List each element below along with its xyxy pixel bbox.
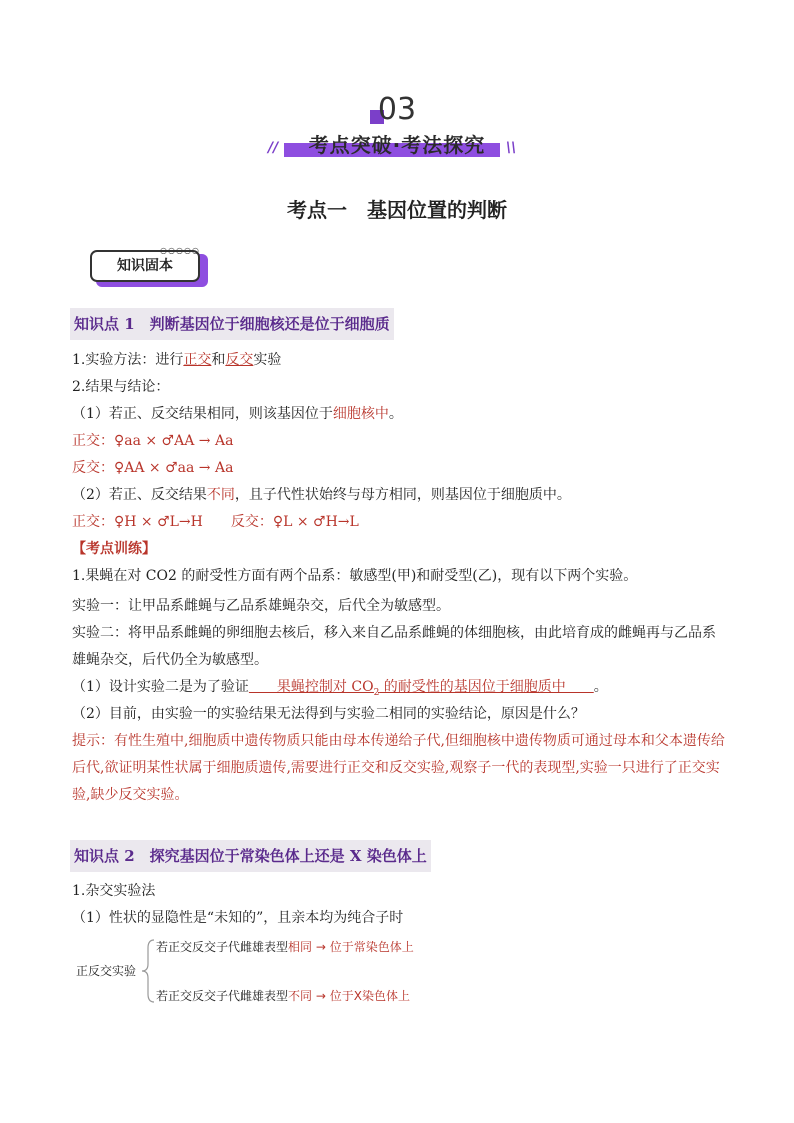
hint-line-1: 提示：有性生殖中,细胞质中遗传物质只能由母本传递给子代,但细胞核中遗传物质可通过母本和父本遗传给 [72,733,725,749]
condition-line: （1）性状的显隐性是“未知的”，且亲本均为纯合子时 [72,910,404,926]
bracket-icon [140,938,156,1004]
question-1-part-2: （2）目前，由实验一的实验结果无法得到与实验二相同的实验结论，原因是什么？ [72,706,585,722]
section-banner: 考点突破·考法探究 [308,133,486,157]
branch-different: 若正交反交子代雌雄表型不同 → 位于X染色体上 [156,989,410,1003]
experiment-2-a: 实验二：将甲品系雌蝇的卵细胞去核后，移入来自乙品系雌蝇的体细胞核，由此培育成的雌蝇再与乙品系 [72,625,716,641]
result-same-line: （1）若正、反交结果相同，则该基因位于细胞核中。 [72,406,403,422]
cross-pair-2: 正交：♀H × ♂L→H 反交：♀L × ♂H→L [72,514,359,530]
method-line: 1.实验方法：进行正交和反交实验 [72,352,282,368]
cross-reverse-1: 反交：♀AA × ♂aa → Aa [72,460,234,476]
knowledge-point-2-title: 知识点 2 探究基因位于常染色体上还是 X 染色体上 [70,840,431,872]
question-1-intro: 1.果蝇在对 CO2 的耐受性方面有两个品系：敏感型(甲)和耐受型(乙)，现有以下两个实验。 [72,568,638,584]
banner-right-slash: \\ [506,140,517,156]
experiment-2-b: 雄蝇杂交，后代仍全为敏感型。 [72,652,268,668]
hint-line-2: 后代,欲证明某性状属于细胞质遗传,需要进行正交和反交实验,观察子一代的表现型,实验一只进行了正交实 [72,760,720,776]
section-number: 03 [377,92,417,127]
hint-line-3: 验,缺少反交实验。 [72,787,189,803]
binder-rings-icon: ○○○○○ [160,246,200,255]
result-heading: 2.结果与结论： [72,379,170,395]
knowledge-badge: 知识固本 [90,250,200,282]
knowledge-point-1-title: 知识点 1 判断基因位于细胞核还是位于细胞质 [70,308,394,340]
banner-left-slash: // [268,140,279,156]
topic-title: 考点一 基因位置的判断 [287,198,507,222]
experiment-1: 实验一：让甲品系雌蝇与乙品系雄蝇杂交，后代全为敏感型。 [72,598,450,614]
result-diff-line: （2）若正、反交结果不同，且子代性状始终与母方相同，则基因位于细胞质中。 [72,487,571,503]
training-label: 【考点训练】 [72,541,156,557]
question-1-part-1: （1）设计实验二是为了验证 果蝇控制对 $CO_2$ 的耐受性的基因位于细胞质中 。 [72,679,608,698]
cross-forward-1: 正交：♀aa × ♂AA → Aa [72,433,234,449]
branch-same: 若正交反交子代雌雄表型相同 → 位于常染色体上 [156,940,414,954]
hybrid-method-heading: 1.杂交实验法 [72,883,156,899]
bracket-label: 正反交实验 [76,964,137,978]
